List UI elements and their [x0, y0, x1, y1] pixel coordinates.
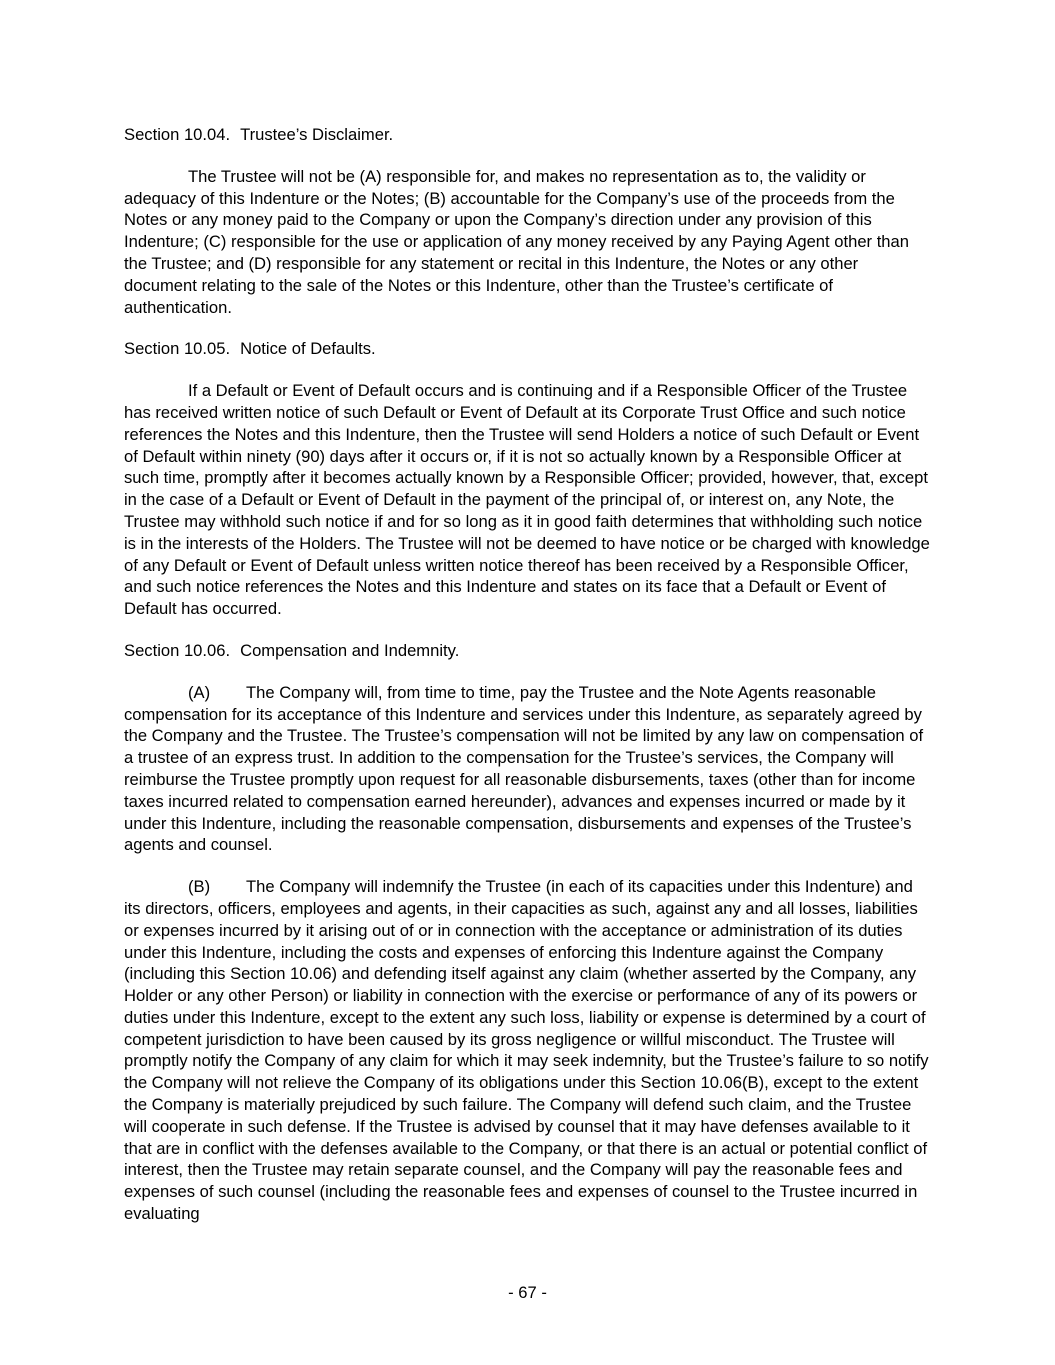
section-10-06-heading — [124, 640, 930, 662]
section-10-04-body: The Trustee will not be (A) responsible for, and makes no representation as to, the validity or adequacy of this Indenture or the Notes; (B) accountable for the Company’s use of the proceeds from the Notes or any money paid to the Company or upon the Company’s direction under any provision of this Indenture; (C) responsible for the use or application of any money received by any Paying Agent other than the Trustee; and (D) responsible for any statement or recital in this Indenture, the Notes or any other document relating to the sale of the Notes or this Indenture, other than the Trustee’s certificate of authentication. — [124, 166, 909, 317]
page-number: - 67 - — [508, 1283, 547, 1302]
section-10-06-paragraph-a — [124, 682, 930, 856]
section-10-06-paragraph-b — [124, 876, 930, 1225]
section-number: Section 10.05. — [124, 339, 231, 359]
section-number: Section 10.06. — [124, 640, 231, 660]
section-number: Section 10.04. — [124, 125, 231, 144]
section-10-05-body: If a Default or Event of Default occurs and is continuing and if a Responsible Officer of the Trustee has received written notice of such Default or Event of Default at its Corporate Trust Office and such notice references the Notes and this Indenture, then the Trustee will send Holders a notice of such Default or Event of Default within ninety (90) days after it occurs or, if it is not so actually known by a Responsible Officer at such time, promptly after it becomes actually known by a Responsible Officer; provided, however, that, except in the case of a Default or Event of Default in the payment of the principal of, or interest on, any Note, the Trustee may withhold such notice if and for so long as it in good faith determines that withholding such notice is in the interests of the Holders. The Trustee will not be deemed to have notice or be charged with knowledge of any Default or Event of Default unless written notice thereof has been received by a Responsible Officer, and such notice references the Notes and this Indenture and states on its face that a Default or Event of Default has occurred. — [124, 381, 930, 619]
section-title: Notice of Defaults. — [240, 339, 376, 359]
paragraph-text: The Company will, from time to time, pay the Trustee and the Note Agents reasonable compensation for its acceptance of this Indenture and services under this Indenture, as separately agreed by the Company and the Trustee. The Trustee’s compensation will not be limited by any law on compensation of a trustee of an express trust. In addition to the compensation for the Trustee’s services, the Company will reimburse the Trustee promptly upon request for all reasonable disbursements, taxes (other than for income taxes incurred related to compensation earned hereunder), advances and expenses incurred or made by it under this Indenture, including the reasonable compensation, disbursements and expenses of the Trustee’s agents and counsel. — [124, 682, 924, 855]
paragraph-text: The Company will indemnify the Trustee (in each of its capacities under this Indenture) and its directors, officers, employees and agents, in their capacities as such, against any and all losses, liabilities or expenses incurred by it arising out of or in connection with the acceptance or administration of its duties under this Indenture, including the costs and expenses of enforcing this Indenture against the Company (including this Section 10.06) and defending itself against any claim (whether asserted by the Company, any Holder or any other Person) or liability in connection with the exercise or performance of any of its powers or duties under this Indenture, except to the extent any such loss, liability or expense is determined by a court of competent jurisdiction to have been caused by its gross negligence or willful misconduct. The Trustee will promptly notify the Company of any claim for which it may seek indemnity, but the Trustee’s failure to so notify the Company will not relieve the Company of its obligations under this Section 10.06(B), except to the extent the Company is materially prejudiced by such failure. The Company will defend such claim, and the Trustee will cooperate in such defense. If the Trustee is advised by counsel that it may have defenses available to it that are in conflict with the defenses available to the Company, or that there is an actual or potential conflict of interest, then the Trustee may retain separate counsel, and the Company will pay the reasonable fees and expenses of such counsel (including the reasonable fees and expenses of counsel to the Trustee incurred in evaluating — [124, 877, 929, 1224]
section-10-04-heading — [124, 124, 930, 146]
paragraph-label: (A) — [188, 682, 211, 702]
section-title: Compensation and Indemnity. — [240, 640, 460, 660]
section-10-05-heading — [124, 338, 930, 360]
page-content — [124, 124, 930, 1225]
section-title: Trustee’s Disclaimer. — [240, 125, 394, 144]
paragraph-label: (B) — [188, 877, 211, 897]
